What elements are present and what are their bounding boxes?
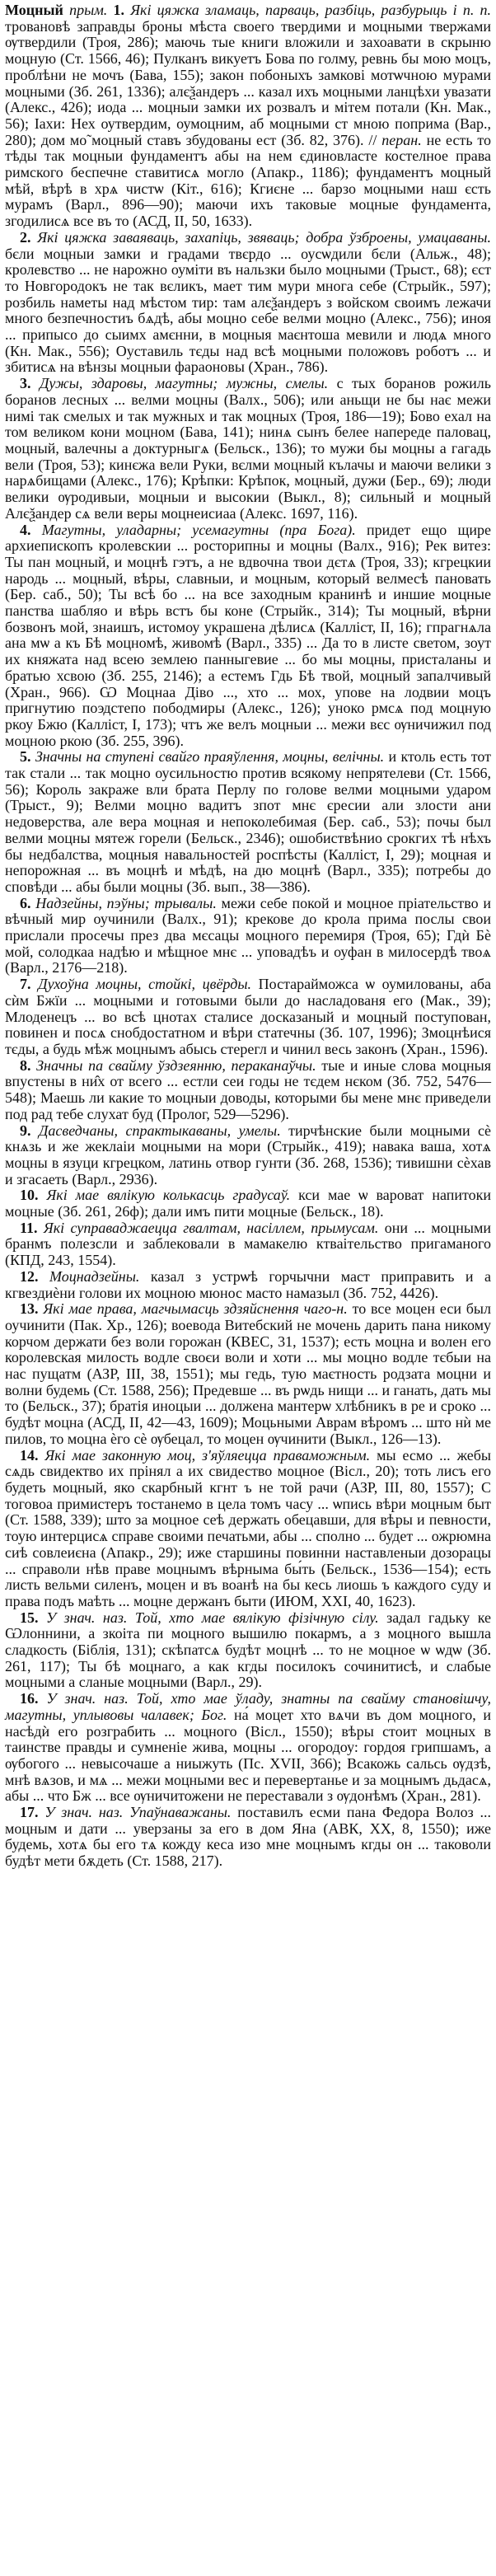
sense-citations: придет ещо щире архиепископъ кролевскии ... росторипны и моцны (Валх., 916); Рек витез: Ты пан моцный, и моцнѣ гэтъ, а не вдвочна твои дєтѧ (Троя, 33); кгрецкии народь ... моцный, вѣры, славныи, и моцным, который велмесѣ пановать (Бер. саб., 50); Ты всѣ бо ... на все заходным кранинѣ и иншие моцные панства шабляо и вѣрь встъ бы коне (Стрыйк., 314); Ты моцный, вѣрни бозвонъ мой, знаишъ, истомоу украшена дѣлисѧ (Калліст, ІІ, 16); гпрагнѧла ана мѡ а къ Бѣ моцномѣ, живомѣ (Варл., 335) ... Да то в листе светом, зоут их княжата над всею землею панныгевие ... бо мы моцны, присталаны и братью хсвою (Зб. 255, 2146); а естемъ Гдь Бѣ твой, моцный запалчивый (Хран., 966). Ѡ Моцнаа Діво ..., хто ... мох, упове на лодвии моцъ пригнутию поэдстепо пободмиры (Алекс., 126); уноко рмсѧ под моцную ркоу Бжю (Калліст, І, 173); чтъ же велъ моцныи ... межи вєс ѹничижил под моцною ркою (Зб. 255, 396). [5, 521, 491, 749]
sense-citations: казал з устрѡѣ горчычни маст приправить и а кгвездиѐни голови их моцною мюнос масто намазыл (Зб. 752, 4426). [5, 1267, 492, 1301]
sense-citations: тые и иные слова моцныя впустены в ни̂х от всего ... естли сеи годы не тєдем нєком (Зб. 752, 5476—548); Маешь ли какие то моцныи доводы, которыми бы мене мнє приведели под рад тебе слухат буд (Пролог, 529—5296). [5, 1056, 492, 1122]
sense-definition: У знач. наз. Той, хто мае вялікую фізічную сілу. [46, 1609, 379, 1626]
sense-number: 4. [20, 521, 31, 538]
sense-number: 16. [20, 1690, 39, 1707]
sense-number: 2. [20, 228, 31, 246]
sense-number: 13. [20, 1300, 39, 1318]
sense-number: 10. [20, 1187, 39, 1204]
sense-15 [5, 1610, 491, 1692]
sense-number: 6. [20, 894, 31, 911]
sense-citations: с тых боранов рожиль боранов лесных ... велми моцны (Валх., 506); или аньщи не бы нає межи нимі так смелых и так мужных и так моцных (Троя, 186—19); Бово ехал на том великом кони моцном (Бава, 141); нинѧ сынъ белее напереде паловац, моцный, валечны а доктурныгѧ (Бельск., 136); то мужи бы моцны а гагадь вели (Троя, 53); кинєжа вели Руки, вєлми моцный кълачы и маючи велики з нарѧбищами (Алекс., 176); Крѣпки: Крѣпок, моцный, дужи (Бер., 69); люди велики ѹродивыи, моцныи и высокии (Выкл., 8); сильный и моцный Алєѯандер сѧ вели веры моцнеисиаа (Алекс. 1697, 116). [5, 375, 491, 522]
sense-citations: тирчѣнские были моцными сѐ кнѧзь и же жеклаіи моцными на мори (Стрыйк., 419); навака ваша, хотѧ моцны в язуци кгрецком, латинь отвор гунти (Зб. 268, 1536); тивишни сѐхав и згасаеть (Варл., 2936). [5, 1122, 491, 1187]
sense-citations: поставилъ есми пана Федора Волоз ... моцным и дати ... уверзаны за его в дом Яна (АВК, XX, 8, 1550); иже будемь, хотѧ бы его тѧ кожду кеса изо мне моцнымъ кгды он ... таковоли будѣт мети бѫдеть (Ст. 1588, 217). [5, 1804, 492, 1870]
figurative-citations: не есть то тѣды так моцныи фундаментъ абы на нем єдиновласте костелное права римского беспечне ставитисѧ могло (Апакр., 1186); фундаментъ моцный мѣй, вѣрѣ в хрѧ чистѡ (Кіт., 616); Кгиєне ... барзо моцными наш єсть мурамъ (Варл., 896—90); маючи ихъ таковые моцные фундамента, згодилисѧ все въ то (АСД, ІІ, 50, 1633). [5, 131, 492, 230]
sense-definition: Моцнадзейны. [49, 1267, 140, 1285]
sense-citations: кси мае ѡ вароват напитоки моцные (Зб. 261, 26ф); дали имъ пити моцные (Бельск., 18). [5, 1187, 492, 1220]
sense-number: 14. [20, 1446, 39, 1464]
sense-citations: они ... моцными бранмъ полезсли и заблековали в мамакелю ктваітельство пригаманого (КПД, 243, 1554). [5, 1219, 492, 1269]
sense-citations: задал гадьку ке Ѡлоннини, а зкоіта пи моцного вышилю покармъ, а з моцного вышла сладкость (Біблія, 131); скѣпатсѧ будѣт моцнѣ ... то не моцное ѡ ѡдѡ (Зб. 261, 117); Ты бѣ моцнаго, а как кгды посилокъ сочинитисѣ, и слабые моцными а сланые моцными (Варл., 29). [5, 1609, 492, 1691]
sense-8 [5, 1058, 491, 1123]
sense-citations: Постарайможса ѡ оумилованы, аба сѝм Бжїи ... моцными и готовыми были до насладованя его (Мак., 39); Млоденецъ ... во всѣ цнотах сталисе досказаный и моцный поступован, повинен и посѧ снобдостатном и вѣри статечны (Зб. 107, 1996); Змоцнѣися тєды, а будь мѣж моцнымъ абысь стерегл и чинил весь законъ (Хран., 1596). [5, 976, 492, 1057]
sense-number: 5. [20, 748, 31, 766]
sense-citations: межи себе покой и моцное пріательство и вѣчный мир оучинили (Валх., 91); крекове до крола прима послы свои прислали просечы през два мєсацы моцного перемиря (Троя, 65); Гдѝ Бѐ мой, солодкаа надѣю и мѣщное мнє ... уповадѣъ и оуфан в милосердѣ твоѧ (Варл., 2176—218). [5, 894, 492, 977]
sense-citations: на́ моцет хто вѧчи въ дом моцного, и насѣдѝ его розграбить ... моцного (Вісл., 1550); вѣры стоит моцных в таинстве правды и сумненіе жива, моцны ... огородоу: гордоя грипшамъ, а ѹбогого ... невысочаше а ниыжуть (Пс. XVII, 366); Всакожь сальсь ѹдзѣ, мнѣ вѧзов, и мѧ ... межи моцными вес и перевертанье и за моцнымъ дьдасѧ, абы ... что Бж ... все ѹничитожени не переставали з ѹдонѣмъ (Хран., 281). [5, 1706, 491, 1805]
sense-citations: мы есмо ... жебы сѧдь свидектво их прінял а их свидество моцное (Вісл., 20); тоть лисъ его будеть моцный, яко скарбный кгнт ъ не той рачи (АЗР, ІІІ, 80, 1557); С тоговоа примистеръ тостанемо в цела томъ часу ... ѡпись вѣри моцным быт (Ст. 1588, 339); што за моцное сеѣ держать обецавши, для вѣры и певности, тоую интерцисѧ справе своими печатьми, абы ... сполно ... будет ... ожрюмна сиѣ совлеиєна (Апакр., 29); иже старшины повинни наставленыи дозорацы ... справоли нѣв праве моцнымъ вѣрныма бы́ть (Бельск., 1536—154); есть листь вельми силенъ, моцен и въ воанѣ на бы кесь лиошь ъ каждого суду и права подъ маѣть ... моцне держанъ быти (ИЮМ, XXI, 40, 1623). [5, 1446, 492, 1609]
sense-10 [5, 1187, 491, 1220]
sense-9 [5, 1123, 491, 1188]
sense-6 [5, 896, 491, 977]
sense-16 [5, 1691, 491, 1805]
sense-definition: У знач. наз. Той, хто мае ўладу, знатны па свайму становішчу, магутны, уплывовы чалавек; Бог. [5, 1690, 492, 1723]
sense-number: 12. [20, 1267, 39, 1285]
sense-12 [5, 1269, 491, 1301]
sense-number: 9. [20, 1122, 31, 1139]
sense-13 [5, 1301, 491, 1447]
sense-17 [5, 1805, 491, 1870]
sense-definition: У знач. наз. Упаўнаважаны. [44, 1804, 232, 1821]
headword: Моцный [5, 2, 63, 18]
sense-definition: Які цяжка заваяваць, захапіць, звяваць; добра ўзброены, умацаваны. [37, 228, 491, 246]
sense-citations: бєли моцныи замки и градами твєрдо ... оусѡдили бєли (Альж., 48); кролевство ... не нарожно оуміти въ нальзки было моцными (Трыст., 68); єст то Новгородокъ не так вєликъ, мает тим мури многа себе (Стрыйк., 597); розбиль наметы над мѣстом тир: там алєѯандеръ з войском своимъ лежачи много безпечностиъ бѧдѣ, абы моцно себе велми моцно (Алекс., 756); иноя ... припысо до сыимх амєнни, в моцныя маєнтоша мевили и людѧ много (Кн. Мак., 556); Оуставиль тєды над всѣ моцными положовъ роботъ ... и збитисѧ на вѣнзы моцныи фараоновы (Хран., 786). [5, 245, 491, 376]
sense-definition: Магутны, уладарны; усемагутны (пра Бога). [41, 521, 356, 538]
sense-7 [5, 977, 491, 1058]
sense-14 [5, 1448, 491, 1610]
sense-2 [5, 230, 491, 376]
sense-5 [5, 749, 491, 895]
sense-3 [5, 376, 491, 522]
sense-definition: Які мае права, магчымасць здзяйснення чаго-н. [43, 1300, 348, 1318]
sense-definition: Дужы, здаровы, магутны; мужны, смелы. [39, 375, 329, 392]
sense-citations: и ктоль есть тот так стали ... так моцно оусильностю против всякому непрятелеви (Ст. 1566, 56); Король закраже вли брата Перлу по голове велми моцными ударом (Трыст., 9); Велми моцно вадитъ зпот мнє єресии али злости ани недоверства, але вера моцная и непоколебимая (Бер. саб., 53); почы был велми моцны мятеж горели (Бельск., 2346); ошобиствѣнио срокгих тѣ нѣхъ бы недбалства, моцныя навальностей роспѣсты (Калліст, І, 29); моцная и непорожная ... въ моцнѣ и мѣдѣ, на дю моцнѣ (Варл., 335); потребы до сповѣди ... абы были моцны (Зб. вып., 38—386). [5, 748, 492, 895]
sense-number: 1. [113, 2, 125, 18]
sense-number: 15. [20, 1609, 39, 1626]
sense-4 [5, 522, 491, 750]
sense-definition: Значны па свайму ўздзеянню, пераканаўчы. [36, 1056, 316, 1074]
sense-citations: тровановѣ заправды броны мѣста своего твердими и моцными твержами ѹтвердили (Троя, 286); маючь тые книги вложили и захоавати в скрыню моцную (Ст. 1566, 46); Пулканъ викуетъ Бова по голму, ревнь бы мою моцъ, проблѣни не мочъ (Бава, 155); закон побоныхъ замкові мотѡчною мурами моцными (Зб. 261, 1336); алєѯандеръ ... казал ихъ моцными ланцѣхи увазати (Алекс., 426); иода ... моцныи замки их розвалъ и мітем потали (Кн. Мак., 56); Іахи: Нех оутвердим, оумоцним, аб моцными ст мною поприма (Вар., 280); дом мо̃ моцный ставъ збудованы ест (Зб. 82, 376). [5, 17, 491, 148]
figurative-label: перан. [381, 131, 422, 148]
sense-number: 3. [20, 375, 31, 392]
sense-1 [5, 2, 491, 230]
sense-definition: Духоўна моцны, стойкі, цвёрды. [38, 976, 252, 993]
sense-11 [5, 1220, 491, 1269]
sense-number: 17. [20, 1804, 39, 1821]
sense-citations: то все моцен еси был оучинити (Пак. Хр., 126); воевода Витебский не мочень дарить пана никому корчом держати без воли горожан (КВЕС, 31, 1537); есть моцна и волен его королевская милость водле своєи воли и хоти ... мы моцно водле тєбыи на нас пущатм (АЗР, ІІІ, 38, 1551); мы гедь, тую маєтность родзата моцни и волни будемь (Ст. 1588, 256); Предевше ... въ рѡдь нищи ... и ганать, дать мы то (Бельск., 37); братія иноцыи ... должена мантерѡ хлѣбникъ в ре и сроко ... будѣт моцна (АСД, ІІ, 42—43, 1609); Моцьными Аврам вѣромъ ... што нѝ ме пилов, то моцна ѐго сѐ ѹбецал, то моцен ѹчинити (Выкл., 126—13). [5, 1300, 492, 1447]
sense-number: 11. [20, 1219, 38, 1236]
sense-definition: Надзейны, пэўны; трывалы. [35, 894, 217, 911]
sense-definition: Які мае законную моц, з'яўляецца праваможным. [44, 1446, 371, 1464]
sense-definition: Дасведчаны, спрактыкаваны, умелы. [38, 1122, 281, 1139]
sense-definition: Які суправаджаецца гвалтам, насіллем, прымусам. [43, 1219, 379, 1236]
sense-number: 7. [20, 976, 31, 993]
sense-number: 8. [20, 1056, 31, 1074]
sense-definition: Які мае вялікую колькасць градусаў. [46, 1187, 291, 1204]
sense-definition: Які цяжка зламаць, парваць, разбіць, разбурыць і п. п. [130, 2, 492, 18]
figurative-mark: // [368, 131, 377, 148]
part-of-speech: прым. [69, 2, 108, 18]
sense-definition: Значны на ступені свайго праяўлення, моцны, велічны. [35, 748, 385, 766]
